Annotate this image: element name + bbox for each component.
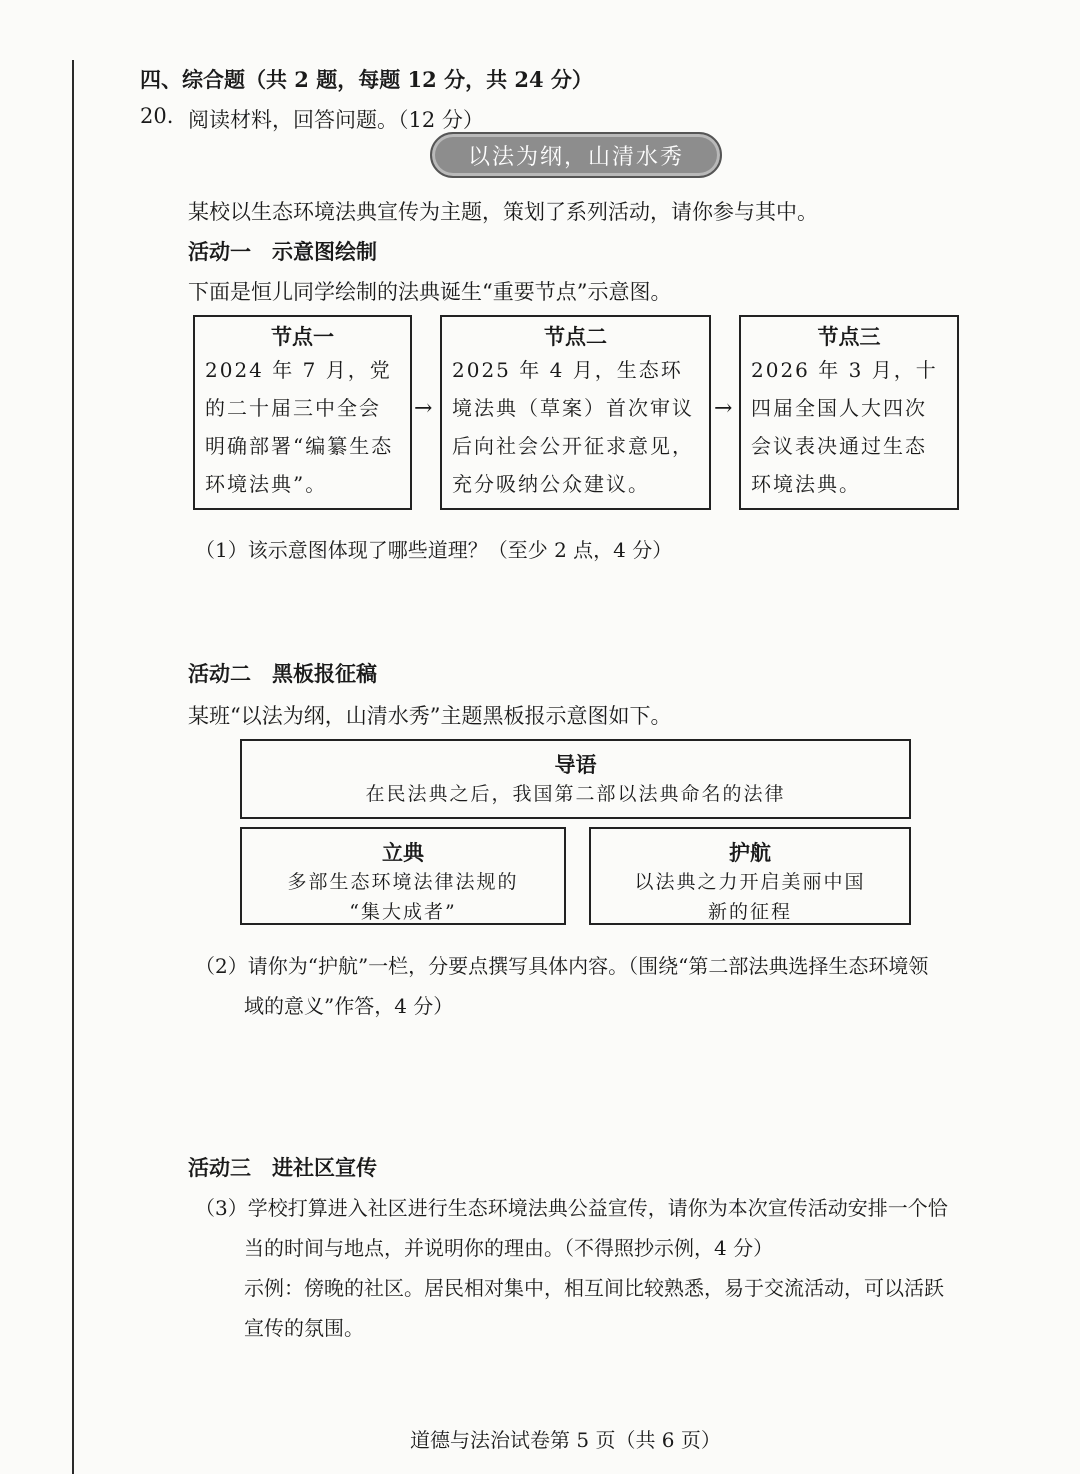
intro-text: 某校以生态环境法典宣传为主题，策划了系列活动，请你参与其中。 [188,200,818,224]
question-number: 20. [140,104,174,128]
page-footer: 道德与法治试卷第 5 页（共 6 页） [410,1428,721,1452]
board-right-title: 护航 [729,840,771,865]
board-intro [240,739,911,819]
board-left-line1: 多部生态环境法律法规的 [287,871,519,893]
node-two [440,315,711,510]
activity2-title: 活动二 黑板报征稿 [188,661,377,686]
board-intro-title: 导语 [554,752,597,777]
node-two-body: 2025 年 4 月，生态环境法典（草案）首次审议后向社会公开征求意见，充分吸纳公众建议。 [452,358,694,496]
board-right [589,827,911,925]
node-three-body: 2026 年 3 月，十四届全国人大四次会议表决通过生态环境法典。 [751,358,938,496]
margin-line [72,60,74,1474]
question-1: （1）该示意图体现了哪些道理？（至少 2 点，4 分） [195,538,673,562]
board-left-title: 立典 [382,840,424,865]
board-left [240,827,566,925]
node-three [739,315,959,510]
node-one [193,315,412,510]
arrow-1: → [414,396,433,421]
question-2-line1: （2）请你为“护航”一栏，分要点撰写具体内容。（围绕“第二部法典选择生态环境领 [195,954,929,978]
arrow-2: → [714,396,733,421]
activity1-title: 活动一 示意图绘制 [188,239,377,264]
board-right-line2: 新的征程 [707,901,792,923]
activity3-title: 活动三 进社区宣传 [188,1155,377,1180]
question-3-line2: 当的时间与地点，并说明你的理由。（不得照抄示例，4 分） [244,1236,774,1260]
node-three-title: 节点三 [817,324,881,349]
activity2-desc: 某班“以法为纲，山清水秀”主题黑板报示意图如下。 [188,704,672,728]
board-intro-text: 在民法典之后，我国第二部以法典命名的法律 [365,783,786,805]
node-one-title: 节点一 [271,324,334,349]
question-prompt: 阅读材料，回答问题。（12 分） [188,108,484,132]
node-two-title: 节点二 [544,324,607,349]
question-2-line2: 域的意义”作答，4 分） [244,994,454,1018]
example-line1: 示例：傍晚的社区。居民相对集中，相互间比较熟悉，易于交流活动，可以活跃 [244,1276,944,1300]
board-left-line2: “集大成者” [349,901,457,923]
section-title: 四、综合题（共 2 题，每题 12 分，共 24 分） [140,67,593,92]
activity1-desc: 下面是恒儿同学绘制的法典诞生“重要节点”示意图。 [188,280,672,304]
node-one-body: 2024 年 7 月，党的二十届三中全会明确部署“编纂生态环境法典”。 [205,358,394,496]
question-3-line1: （3）学校打算进入社区进行生态环境法典公益宣传，请你为本次宣传活动安排一个恰 [195,1196,948,1220]
example-line2: 宣传的氛围。 [244,1316,364,1340]
board-right-line1: 以法典之力开启美丽中国 [634,871,866,893]
theme-banner: 以法为纲，山清水秀 [430,132,722,178]
